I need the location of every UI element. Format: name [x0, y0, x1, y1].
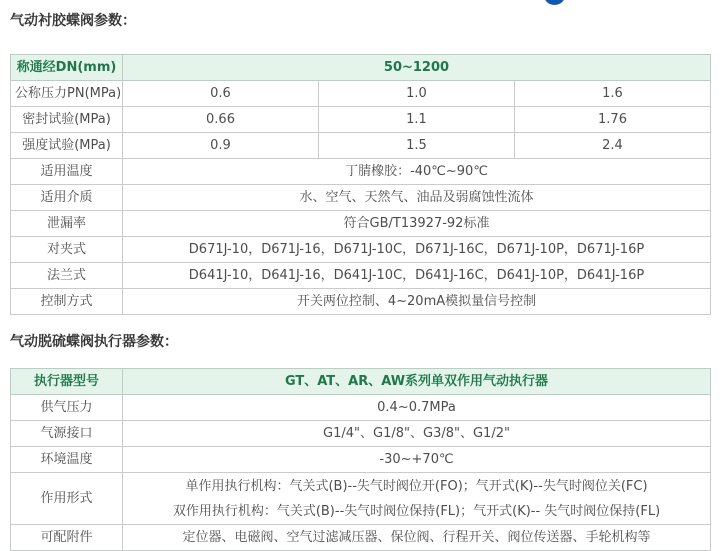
table-cell: 1.6 — [515, 81, 711, 107]
table-row-flange-type — [11, 263, 711, 289]
table-row-dn — [11, 55, 711, 81]
table-cell: 0.66 — [123, 107, 319, 133]
row-label: 环境温度 — [11, 447, 123, 473]
table-cell: 1.5 — [319, 133, 515, 159]
table-row-ambient-temp — [11, 447, 711, 473]
table-cell: 开关两位控制、4~20mA模拟量信号控制 — [123, 289, 711, 315]
row-label: 密封试验(MPa) — [11, 107, 123, 133]
row-label: 可配附件 — [11, 525, 123, 551]
actuator-spec-table — [10, 368, 711, 551]
action-form-single: 单作用执行机构：气关式(B)--失气时阀位开(FO)；气开式(K)--失气时阀位关(FC) — [185, 478, 648, 494]
table-cell — [123, 473, 711, 525]
row-label: 作用形式 — [11, 473, 123, 525]
table-cell: 水、空气、天然气、油品及弱腐蚀性流体 — [123, 185, 711, 211]
table-row-air-port — [11, 421, 711, 447]
row-label: 强度试验(MPa) — [11, 133, 123, 159]
table-row-nominal-pressure — [11, 81, 711, 107]
table-cell: 0.4~0.7MPa — [123, 395, 711, 421]
row-label: 对夹式 — [11, 237, 123, 263]
table-cell: 符合GB/T13927-92标准 — [123, 211, 711, 237]
row-header-dn-label: 称通经DN(mm) — [11, 55, 123, 81]
table-cell: 1.1 — [319, 107, 515, 133]
row-label: 控制方式 — [11, 289, 123, 315]
table-cell: 0.6 — [123, 81, 319, 107]
table-cell: G1/4"、G1/8"、G3/8"、G1/2" — [123, 421, 711, 447]
row-label: 适用介质 — [11, 185, 123, 211]
table-cell: 定位器、电磁阀、空气过滤减压器、保位阀、行程开关、阀位传送器、手轮机构等 — [123, 525, 711, 551]
row-header-model-label: 执行器型号 — [11, 369, 123, 395]
table-cell: 0.9 — [123, 133, 319, 159]
actuator-series-value: GT、AT、AR、AW系列单双作用气动执行器 — [123, 369, 711, 395]
dn-range-value: 50~1200 — [123, 55, 711, 81]
table-cell: D671J-10，D671J-16，D671J-10C，D671J-16C，D671J-10P，D671J-16P — [123, 237, 711, 263]
table-cell: 丁腈橡胶：-40℃~90℃ — [123, 159, 711, 185]
table-cell: 1.76 — [515, 107, 711, 133]
table-row-action-form — [11, 473, 711, 525]
valve-spec-table — [10, 54, 711, 315]
section-title-actuator-params: 气动脱硫蝶阀执行器参数： — [10, 334, 178, 350]
table-row-supply-pressure — [11, 395, 711, 421]
table-row-actuator-model — [11, 369, 711, 395]
table-row-temperature — [11, 159, 711, 185]
action-form-double: 双作用执行机构：气关式(B)--失气时阀位保持(FL)；气开式(K)-- 失气时阀位保持(FL) — [172, 503, 661, 519]
table-row-wafer-type — [11, 237, 711, 263]
table-row-strength-test — [11, 133, 711, 159]
row-label: 法兰式 — [11, 263, 123, 289]
row-label: 公称压力PN(MPa) — [11, 81, 123, 107]
table-row-control-mode — [11, 289, 711, 315]
row-label: 适用温度 — [11, 159, 123, 185]
table-cell: D641J-10，D641J-16，D641J-10C，D641J-16C，D641J-10P，D641J-16P — [123, 263, 711, 289]
table-row-accessories — [11, 525, 711, 551]
row-label: 气源接口 — [11, 421, 123, 447]
table-row-leakage — [11, 211, 711, 237]
table-row-seal-test — [11, 107, 711, 133]
row-label: 泄漏率 — [11, 211, 123, 237]
row-label: 供气压力 — [11, 395, 123, 421]
table-cell: 1.0 — [319, 81, 515, 107]
table-row-medium — [11, 185, 711, 211]
table-cell: -30~+70℃ — [123, 447, 711, 473]
table-cell: 2.4 — [515, 133, 711, 159]
section-title-valve-params: 气动衬胶蝶阀参数： — [10, 13, 136, 29]
